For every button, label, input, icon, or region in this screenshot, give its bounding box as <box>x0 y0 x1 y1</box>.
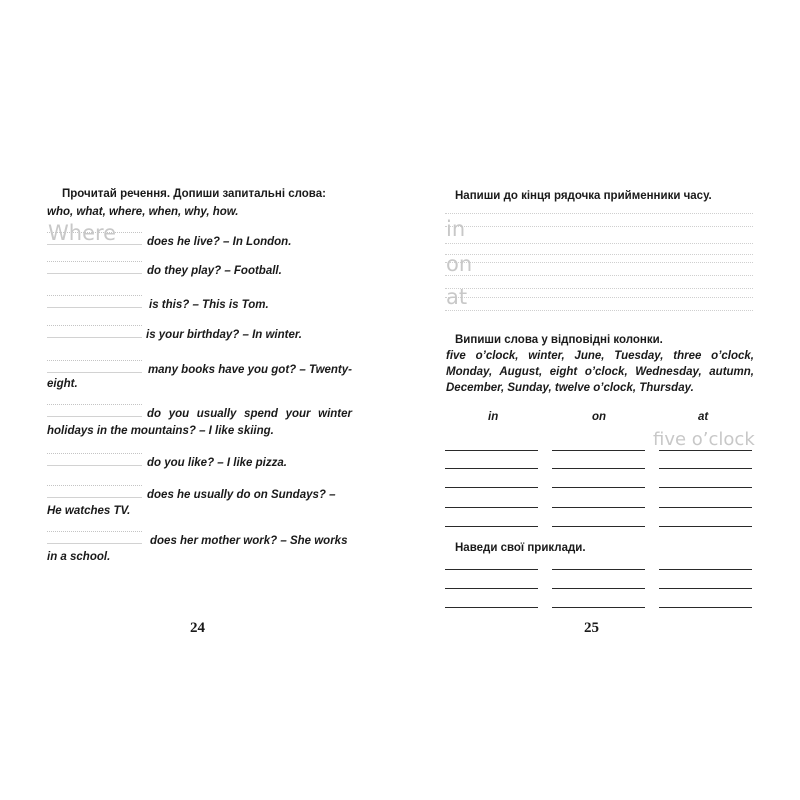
instruction-own-examples: Наведи свої приклади. <box>455 542 586 554</box>
column-answer-line-col3[interactable] <box>659 526 752 527</box>
example-answer-traced: Where <box>48 221 117 245</box>
column-answer-line-col1[interactable] <box>445 468 538 469</box>
column-header-in: in <box>488 411 499 423</box>
column-answer-line-col3[interactable] <box>659 468 752 469</box>
preposition-in-traced: in <box>446 217 466 241</box>
column-answer-line-col2[interactable] <box>552 507 645 508</box>
answer-line-3[interactable] <box>47 290 142 308</box>
word-list: five o’clock, winter, June, Tuesday, three o’clock, Monday, August, eight o’clock, Wednesday, autumn, December, Sunday, twelve o’clock, Thursday. <box>446 350 754 394</box>
own-example-line-col3[interactable] <box>659 607 752 608</box>
column-answer-line-col3[interactable] <box>659 450 752 451</box>
preposition-on-traced: on <box>446 252 473 276</box>
answer-line-8[interactable] <box>47 480 142 498</box>
sentence-4: is your birthday? – In winter. <box>146 329 302 341</box>
sentence-7: do you like? – I like pizza. <box>147 457 287 469</box>
sentence-8: does he usually do on Sundays? – <box>147 489 336 501</box>
answer-line-5[interactable] <box>47 355 142 373</box>
own-example-line-col3[interactable] <box>659 569 752 570</box>
sentence-9: does her mother work? – She works <box>150 535 348 547</box>
sentence-5: many books have you got? – Twenty- <box>147 364 352 376</box>
column-answer-line-col2[interactable] <box>552 450 645 451</box>
answer-line-2[interactable] <box>47 256 142 274</box>
tracing-guide-line <box>445 297 753 298</box>
column-answer-line-col1[interactable] <box>445 507 538 508</box>
own-example-line-col1[interactable] <box>445 607 538 608</box>
instruction-columns: Випиши слова у відповідні колонки. <box>455 334 663 346</box>
sentence-6-continued: holidays in the mountains? – I like skiing. <box>47 425 274 437</box>
tracing-base-line <box>445 275 753 276</box>
column-header-on: on <box>592 411 607 423</box>
tracing-guide-line <box>445 254 753 255</box>
column-answer-line-col2[interactable] <box>552 487 645 488</box>
own-example-line-col1[interactable] <box>445 569 538 570</box>
column-answer-line-col2[interactable] <box>552 526 645 527</box>
column-header-at: at <box>698 411 709 423</box>
right-page <box>400 0 800 800</box>
tracing-guide-line <box>445 262 753 263</box>
tracing-base-line <box>445 310 753 311</box>
column-answer-line-col1[interactable] <box>445 487 538 488</box>
instruction-prepositions: Напиши до кінця рядочка прийменники часу. <box>455 190 712 202</box>
page-number-25: 25 <box>584 620 599 636</box>
column-at-example-traced: five o’clock <box>653 429 755 450</box>
page-number-24: 24 <box>190 620 205 636</box>
tracing-guide-line <box>445 213 753 214</box>
sentence-9-continued: in a school. <box>47 551 111 563</box>
own-example-line-col3[interactable] <box>659 588 752 589</box>
answer-line-9[interactable] <box>47 526 142 544</box>
tracing-guide-line <box>445 226 753 227</box>
tracing-base-line <box>445 243 753 244</box>
own-example-line-col2[interactable] <box>552 607 645 608</box>
answer-line-6[interactable] <box>47 399 142 417</box>
column-answer-line-col3[interactable] <box>659 507 752 508</box>
answer-line-4[interactable] <box>47 320 142 338</box>
own-example-line-col2[interactable] <box>552 569 645 570</box>
instruction-question-words: Прочитай речення. Допиши запитальні слова: <box>62 188 326 200</box>
column-answer-line-col1[interactable] <box>445 526 538 527</box>
preposition-at-traced: at <box>446 285 468 309</box>
answer-line-7[interactable] <box>47 448 142 466</box>
sentence-1: does he live? – In London. <box>147 236 292 248</box>
sentence-3: is this? – This is Tom. <box>149 299 269 311</box>
own-example-line-col1[interactable] <box>445 588 538 589</box>
column-answer-line-col1[interactable] <box>445 450 538 451</box>
sentence-5-continued: eight. <box>47 378 78 390</box>
tracing-guide-line <box>445 288 753 289</box>
column-answer-line-col3[interactable] <box>659 487 752 488</box>
sentence-6: do you usually spend your winter <box>147 408 352 420</box>
sentence-2: do they play? – Football. <box>147 265 282 277</box>
sentence-8-continued: He watches TV. <box>47 505 131 517</box>
question-words-list: who, what, where, when, why, how. <box>47 206 239 218</box>
own-example-line-col2[interactable] <box>552 588 645 589</box>
column-answer-line-col2[interactable] <box>552 468 645 469</box>
